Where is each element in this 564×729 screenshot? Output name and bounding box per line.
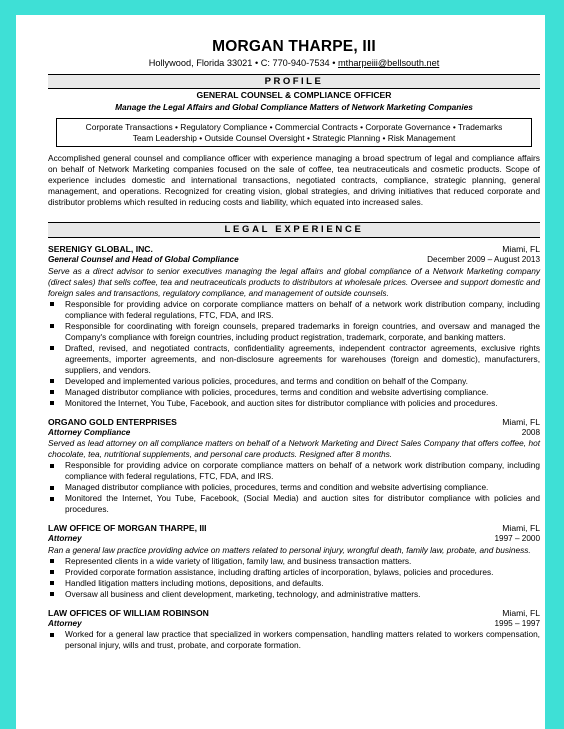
job-company: SERENIGY GLOBAL, INC. [48,244,153,254]
job-dates: 1995 – 1997 [494,618,540,628]
skills-box [56,118,532,147]
job-description: Serve as a direct advisor to senior executives managing the legal affairs and global compliance of a Network Marketing company (direct sales) that sells coffee, tea and neutraceuticals products to distributors at wholesale prices. Oversee and support domestic and foreign sales and transactions, regulatory compliance, and management of outside counsels. [48,265,540,298]
contact-details: Hollywood, Florida 33021 • C: 770-940-7534 • [148,58,338,68]
job-dates: 2008 [521,427,540,437]
experience-heading [48,222,540,238]
job-bullet: Worked for a general law practice that specialized in workers compensation, handling matters related to workers compensation, personal injury, wills and trust, probate, and corporate formation. [48,629,540,651]
job-bullet: Responsible for providing advice on corporate compliance matters on behalf of a network work distribution company, including compliance with federal regulations, FTC, FDA, and IRS. [48,460,540,482]
job-bullet: Responsible for providing advice on corporate compliance matters on behalf of a network work distribution company, including compliance with federal regulations, FTC, FDA, and IRS. [48,299,540,321]
job-header [48,417,540,428]
resume-content [48,38,540,651]
experience-heading-label: LEGAL EXPERIENCE [224,224,364,235]
job-description: Ran a general law practice providing advice on matters related to personal injury, wrongful death, family law, probate, and business. [48,544,531,555]
job-company: LAW OFFICES OF WILLIAM ROBINSON [48,607,209,618]
job-bullet: Drafted, revised, and negotiated contracts, confidentiality agreements, independent contractor agreements, exclusive rights agreements, importer agreements, and non-disclosure agreements for warehouses (foreign and domestic), manufacturers, suppliers, and vendors. [48,343,540,376]
job-title-row [48,255,540,266]
job-dates: December 2009 – August 2013 [427,255,540,264]
job-bullet: Responsible for coordinating with foreign counsels, prepared trademarks in foreign countries, and oversaw and managed the Company's compliance with foreign countries, including product registration, trademark, corporate, and banking matters. [48,321,540,343]
job-location: Miami, FL [502,523,540,533]
skills-line-2: Team Leadership • Outside Counsel Oversight • Strategic Planning • Risk Management [132,133,456,143]
profile-heading [48,74,540,89]
profile-subtitle: Manage the Legal Affairs and Global Compliance Matters of Network Marketing Companies [115,102,473,112]
job-bullets [48,556,540,600]
job-entry [48,244,540,409]
jobs-list [48,244,540,651]
job-bullet: Handled litigation matters including motions, depositions, and defaults. [48,578,540,589]
job-bullet: Oversaw all business and client development, marketing, technology, and administrative matters. [48,589,540,600]
job-title-row [48,619,540,630]
skills-line-1: Corporate Transactions • Regulatory Compliance • Commercial Contracts • Corporate Governance • Trademarks [85,122,503,132]
job-location: Miami, FL [502,416,540,427]
candidate-name: MORGAN THARPE, III [212,38,376,55]
job-role: General Counsel and Head of Global Compliance [48,255,239,264]
job-bullet: Monitored the Internet, You Tube, Facebook, and auction sites for distributor compliance with policies and procedures. [48,398,540,409]
job-location: Miami, FL [502,607,540,618]
job-bullet: Developed and implemented various policies, procedures, and terms and condition on behalf of the Company. [48,376,540,387]
job-bullets [48,460,540,515]
job-role: Attorney Compliance [48,427,131,437]
job-title-row [48,534,540,545]
job-bullets [48,299,540,409]
job-role: Attorney [48,534,82,543]
contact-line [48,57,540,69]
job-bullet: Monitored the Internet, You Tube, Facebook, (Social Media) and auction sites for distributor compliance with policies and procedures. [48,493,540,515]
profile-heading-label: PROFILE [264,76,324,87]
job-bullet: Managed distributor compliance with policies, procedures, terms and condition and website advertising compliance. [48,387,540,398]
job-bullets [48,629,540,651]
profile-summary: Accomplished general counsel and compliance officer with experience managing a broad spectrum of legal and compliance affairs on behalf of Network Marketing companies focused on the sale of coffee, tea neutraceuticals and cosmetic products. Scope of experience includes domestic and international transactions, negotiated contracts, compliance, strategic planning, general management, and operations. Recognized for creating vision, global strategies, and driving initiatives that reduced corporate and distributor problems which resulted in reducing costs and liability, which equated into increased sales. [48,153,540,207]
job-header [48,608,540,619]
job-company: ORGANO GOLD ENTERPRISES [48,416,177,427]
job-bullet: Provided corporate formation assistance, including drafting articles of incorporation, bylaws, policies and procedures. [48,567,540,578]
profile-title: GENERAL COUNSEL & COMPLIANCE OFFICER [196,90,392,100]
job-company: LAW OFFICE OF MORGAN THARPE, III [48,523,207,533]
email-link[interactable]: mtharpeiii@bellsouth.net [338,58,440,68]
resume-page [16,15,545,729]
job-role: Attorney [48,618,82,628]
job-entry [48,608,540,652]
job-header [48,523,540,534]
job-title-row [48,428,540,439]
job-description: Served as lead attorney on all compliance matters on behalf of a Network Marketing and Direct Sales Company that offers coffee, hot chocolate, tea, nutritional supplements, and personal care products. Resigned after 8 months. [48,438,540,459]
job-dates: 1997 – 2000 [494,534,540,543]
job-header [48,244,540,255]
job-entry [48,523,540,600]
job-location: Miami, FL [502,244,540,254]
job-entry [48,417,540,516]
job-bullet: Represented clients in a wide variety of litigation, family law, and business transaction matters. [48,556,540,567]
job-bullet: Managed distributor compliance with policies, procedures, terms and condition and website advertising compliance. [48,482,540,493]
